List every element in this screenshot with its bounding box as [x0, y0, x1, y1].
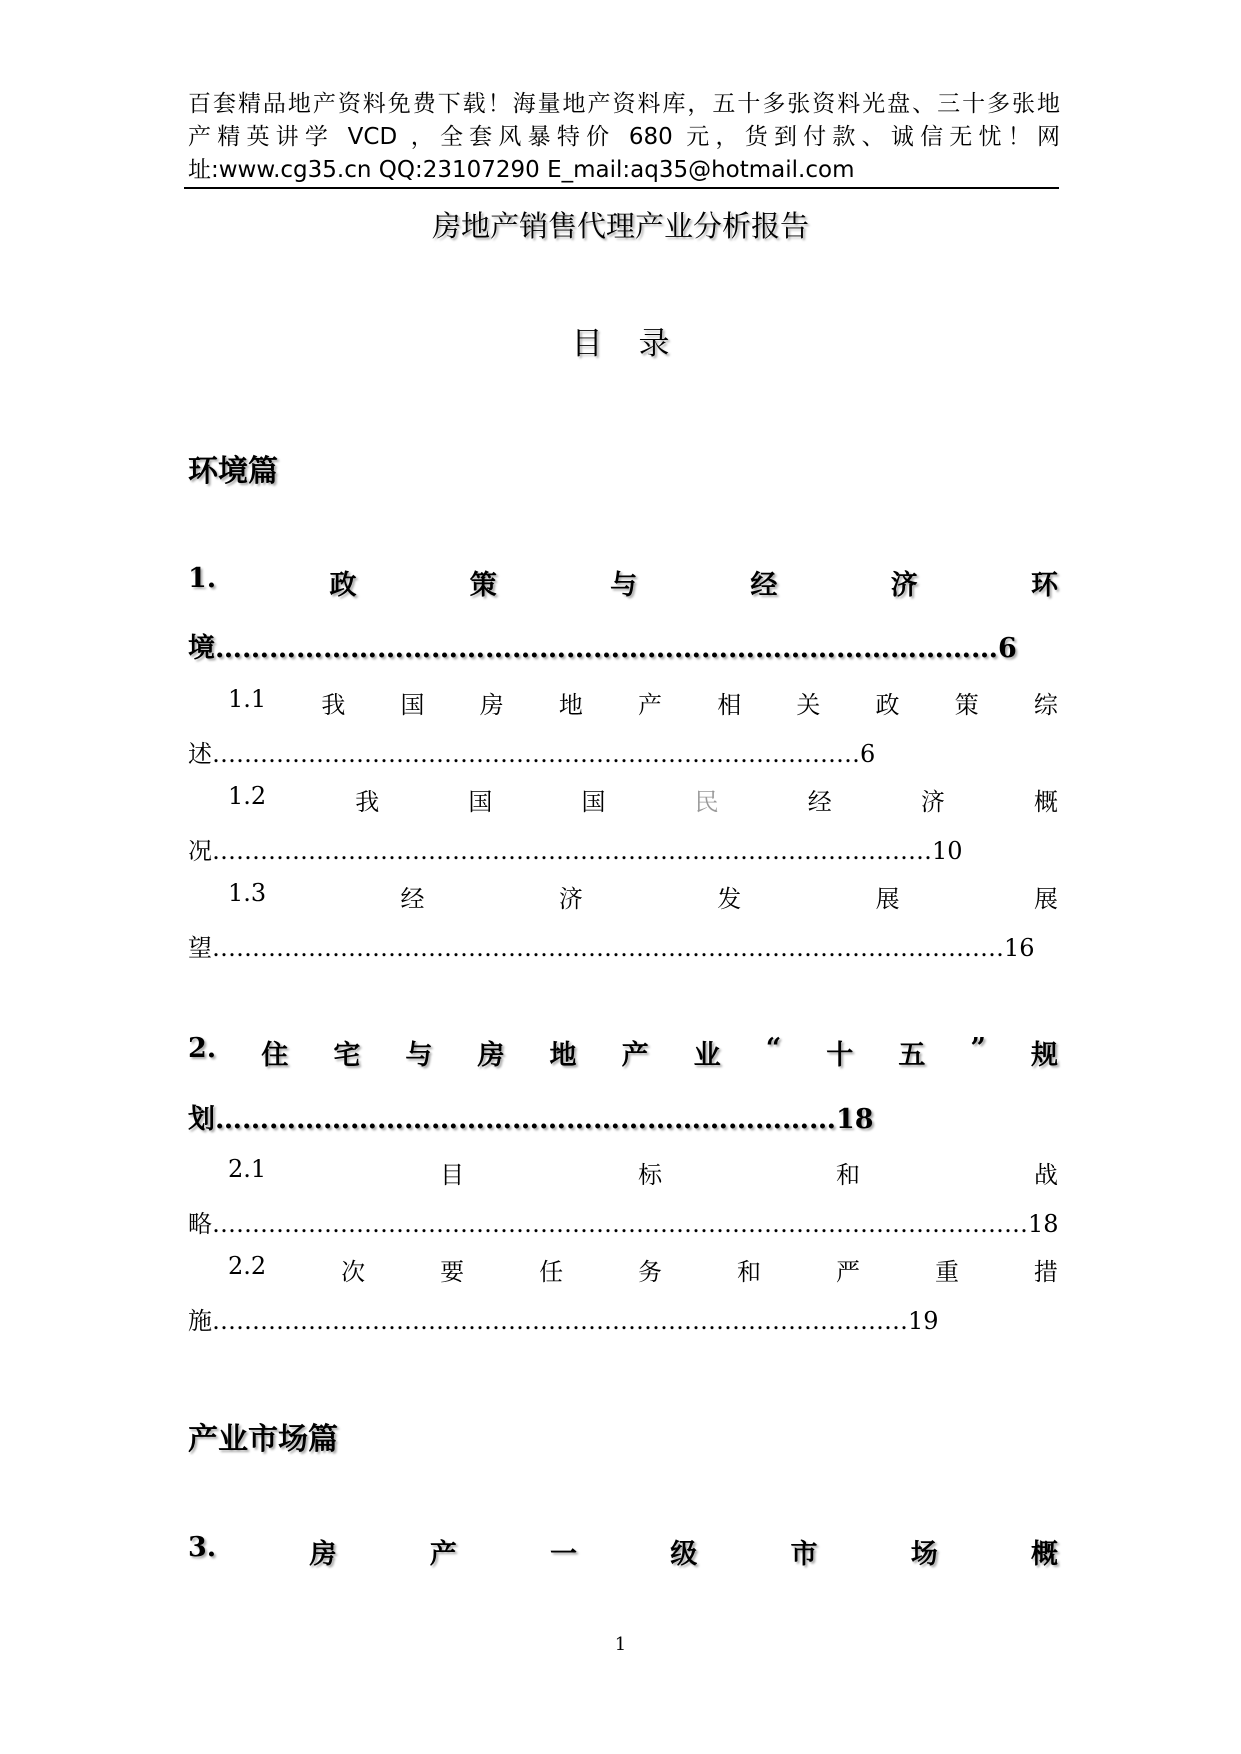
toc-word: 环 — [1030, 570, 1058, 601]
toc-entry-1-3-tail[interactable]: 望………………………………………………………………………………………16 — [188, 934, 1035, 962]
toc-entry-1-2[interactable] — [228, 782, 1058, 817]
toc-entry-2-tail[interactable]: 划……………………………………………………………18 — [188, 1104, 874, 1135]
toc-word: 住 — [261, 1040, 289, 1071]
toc-heading-char: 目 — [571, 326, 603, 362]
toc-word: 重 — [934, 1258, 959, 1286]
toc-word: 展 — [875, 885, 900, 913]
toc-word: 济 — [920, 788, 945, 816]
toc-word: 严 — [835, 1258, 860, 1286]
toc-word: 要 — [440, 1258, 465, 1286]
toc-word: 政 — [875, 691, 900, 719]
toc-entry-2-1[interactable] — [228, 1155, 1058, 1190]
toc-word: 关 — [796, 691, 821, 719]
toc-word: 我 — [355, 788, 380, 816]
toc-entry-number: 1. — [188, 563, 217, 594]
toc-entry-1-1[interactable] — [228, 685, 1058, 720]
toc-word: “ — [765, 1033, 782, 1064]
toc-entry-number: 1.1 — [228, 685, 267, 713]
toc-word: 与 — [610, 570, 638, 601]
toc-word: 我 — [321, 691, 346, 719]
toc-word: 一 — [549, 1539, 577, 1570]
toc-word: 概 — [1033, 788, 1058, 816]
toc-word: 经 — [750, 570, 778, 601]
toc-word: 十 — [826, 1040, 854, 1071]
toc-entry-2[interactable] — [188, 1033, 1058, 1072]
toc-word: 经 — [400, 885, 425, 913]
toc-word: 宅 — [333, 1040, 361, 1071]
toc-word: 产 — [638, 691, 663, 719]
header-rule — [184, 187, 1059, 189]
toc-word: 和 — [737, 1258, 762, 1286]
toc-entry-1-2-tail[interactable]: 况………………………………………………………………………………10 — [188, 837, 963, 865]
toc-word: 济 — [890, 570, 918, 601]
toc-word: 策 — [469, 570, 497, 601]
toc-heading-char: 录 — [638, 326, 670, 362]
toc-entry-number: 3. — [188, 1532, 217, 1563]
header-line-2: 产精英讲学 VCD ，全套风暴特价 680 元，货到付款、诚信无忧！网 — [188, 124, 1060, 150]
page-number: 1 — [614, 1634, 627, 1655]
toc-entry-3[interactable] — [188, 1532, 1058, 1571]
toc-word: 发 — [717, 885, 742, 913]
toc-word: 房 — [479, 691, 504, 719]
toc-entry-1-tail[interactable]: 境……………………………………………………………………………6 — [188, 633, 1017, 664]
toc-word: 目 — [440, 1161, 465, 1189]
toc-entry-number: 1.2 — [228, 782, 267, 810]
section-heading-environment: 环境篇 — [188, 454, 278, 489]
toc-heading — [0, 318, 1241, 363]
toc-word: 综 — [1033, 691, 1058, 719]
document-title: 房地产销售代理产业分析报告 — [431, 209, 809, 243]
toc-word: 相 — [717, 691, 742, 719]
toc-entry-2-2[interactable] — [228, 1252, 1058, 1287]
toc-word: 与 — [405, 1040, 433, 1071]
toc-word: 务 — [638, 1258, 663, 1286]
toc-entry-number: 2. — [188, 1033, 217, 1064]
toc-word: 国 — [400, 691, 425, 719]
toc-entry-1-3[interactable] — [228, 879, 1058, 914]
toc-word: 地 — [549, 1040, 577, 1071]
page-header — [188, 88, 1060, 187]
toc-word: ” — [970, 1033, 986, 1064]
toc-word: 和 — [836, 1161, 861, 1189]
toc-entry-number: 2.1 — [228, 1155, 267, 1183]
toc-word: 房 — [309, 1539, 337, 1570]
toc-word: 产 — [429, 1539, 457, 1570]
toc-word: 场 — [910, 1539, 938, 1570]
header-line-3: 址:www.cg35.cn QQ:23107290 E_mail:aq35@hotmail.com — [188, 157, 855, 183]
toc-word: 业 — [693, 1040, 721, 1071]
toc-word: 产 — [621, 1040, 649, 1071]
toc-word: 国 — [468, 788, 493, 816]
toc-word: 级 — [670, 1539, 698, 1570]
toc-word: 市 — [790, 1539, 818, 1570]
toc-word: 政 — [329, 570, 357, 601]
toc-word: 地 — [558, 691, 583, 719]
toc-word: 概 — [1030, 1539, 1058, 1570]
toc-word: 任 — [539, 1258, 564, 1286]
toc-entry-1[interactable] — [188, 563, 1058, 602]
toc-word: 次 — [341, 1258, 366, 1286]
toc-word: 展 — [1033, 885, 1058, 913]
toc-entry-2-1-tail[interactable]: 略…………………………………………………………………………………………18 — [188, 1210, 1059, 1238]
toc-word: 济 — [558, 885, 583, 913]
toc-entry-1-1-tail[interactable]: 述………………………………………………………………………6 — [188, 740, 876, 768]
toc-word: 规 — [1031, 1040, 1058, 1071]
toc-word: 标 — [638, 1161, 663, 1189]
toc-word: 国 — [581, 788, 606, 816]
toc-word: 战 — [1033, 1161, 1058, 1189]
toc-word: 策 — [954, 691, 979, 719]
toc-word: 措 — [1033, 1258, 1058, 1286]
section-heading-market: 产业市场篇 — [188, 1422, 338, 1457]
toc-word: 经 — [807, 788, 832, 816]
toc-word: 房 — [477, 1040, 505, 1071]
toc-entry-2-2-tail[interactable]: 施……………………………………………………………………………19 — [188, 1307, 939, 1335]
toc-entry-number: 2.2 — [228, 1252, 267, 1280]
toc-word: 民 — [694, 788, 719, 816]
toc-entry-number: 1.3 — [228, 879, 267, 907]
header-line-1: 百套精品地产资料免费下载！海量地产资料库，五十多张资料光盘、三十多张地 — [188, 91, 1060, 117]
toc-word: 五 — [898, 1040, 926, 1071]
